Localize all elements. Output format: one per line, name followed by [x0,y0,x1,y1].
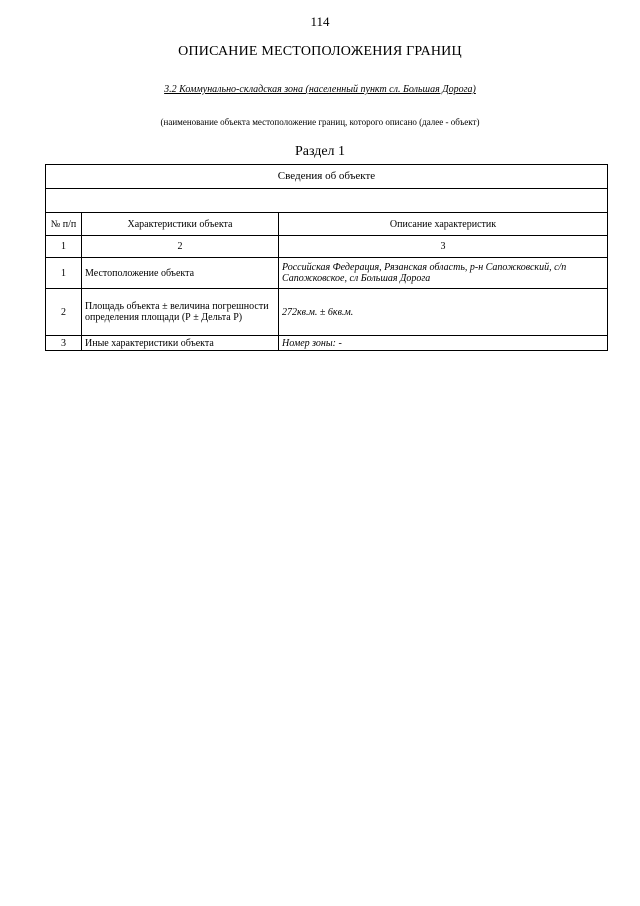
object-name-caption: (наименование объекта местоположение границ, которого описано (далее - объект) [160,117,480,127]
table-row [46,258,608,289]
document-title: ОПИСАНИЕ МЕСТОПОЛОЖЕНИЯ ГРАНИЦ [178,44,462,59]
row-characteristic: Иные характеристики объекта [82,336,279,351]
table-header-row [46,165,608,189]
column-number-3: 3 [279,236,608,258]
column-header-row [46,213,608,236]
table-row [46,289,608,336]
column-header-characteristic: Характеристики объекта [82,213,279,236]
page-number: 114 [310,14,330,29]
table-header: Сведения об объекте [46,165,608,189]
column-number-row [46,236,608,258]
row-characteristic: Местоположение объекта [82,258,279,289]
object-name: 3.2 Коммунально-складская зона (населенный пункт сл. Большая Дорога) [164,84,476,95]
table-blank-row [46,189,608,213]
column-number-2: 2 [82,236,279,258]
column-header-description: Описание характеристик [279,213,608,236]
row-description: Номер зоны: - [279,336,608,351]
row-num: 3 [46,336,82,351]
row-num: 2 [46,289,82,336]
object-info-table [45,164,608,351]
column-number-1: 1 [46,236,82,258]
row-description: Российская Федерация, Рязанская область, р-н Сапожковский, с/п Сапожковское, сл Большая Дорога [279,258,608,289]
section-title: Раздел 1 [294,144,346,159]
row-num: 1 [46,258,82,289]
table-row [46,336,608,351]
row-description: 272кв.м. ± 6кв.м. [279,289,608,336]
table-blank-cell [46,189,608,213]
column-header-num: № п/п [46,213,82,236]
row-characteristic: Площадь объекта ± величина погрешности определения площади (Р ± Дельта Р) [82,289,279,336]
